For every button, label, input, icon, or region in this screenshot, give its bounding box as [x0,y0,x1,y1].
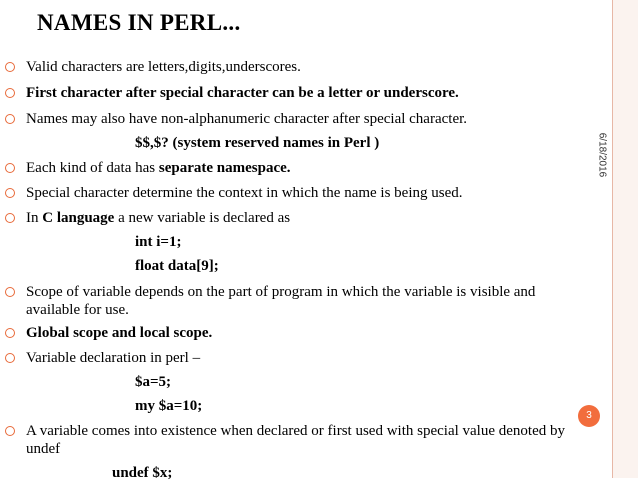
code-line: int i=1; [135,234,182,250]
bullet-text: Special character determine the context in which the name is being used. [26,185,463,201]
code-line: my $a=10; [135,398,203,414]
bullet-icon [5,353,15,363]
bullet-icon [5,328,15,338]
code-line: float data[9]; [135,258,219,274]
bullet-icon [5,114,15,124]
text-run: Each kind of data has [26,160,159,176]
slide-date: 6/18/2016 [596,132,608,178]
text-run: In [26,210,43,226]
bullet-icon [5,88,15,98]
bullet-text: First character after special character can be a letter or underscore. [26,85,459,101]
bullet-text [26,158,291,178]
bullet-text: Names may also have non-alphanumeric character after special character. [26,111,468,127]
bullet-text: Scope of variable depends on the part of program in which the variable is visible and [26,284,536,300]
page-number-badge: 3 [578,405,600,427]
code-line: $a=5; [135,374,172,390]
text-run-bold: C language [42,210,115,226]
bullet-icon [5,163,15,173]
bullet-text: Global scope and local scope. [26,325,213,341]
right-margin-band [613,0,638,478]
text-run: a new variable is declared as [114,210,291,226]
slide-title: NAMES IN PERL... [37,10,241,35]
bullet-text-continued: undef [26,441,61,457]
bullet-text: Variable declaration in perl – [26,350,201,366]
right-margin-rule [612,0,613,478]
bullet-text: A variable comes into existence when declared or first used with special value denoted by [26,423,565,439]
bullet-icon [5,426,15,436]
bullet-text-continued: available for use. [26,302,129,318]
code-line: undef $x; [112,465,173,481]
bullet-icon [5,62,15,72]
bullet-text [26,208,290,228]
bullet-icon [5,188,15,198]
bullet-icon [5,213,15,223]
bullet-text: Valid characters are letters,digits,underscores. [26,59,301,75]
code-line: $$,$? (system reserved names in Perl ) [135,135,380,151]
text-run-bold: separate namespace. [158,160,291,176]
bullet-icon [5,287,15,297]
